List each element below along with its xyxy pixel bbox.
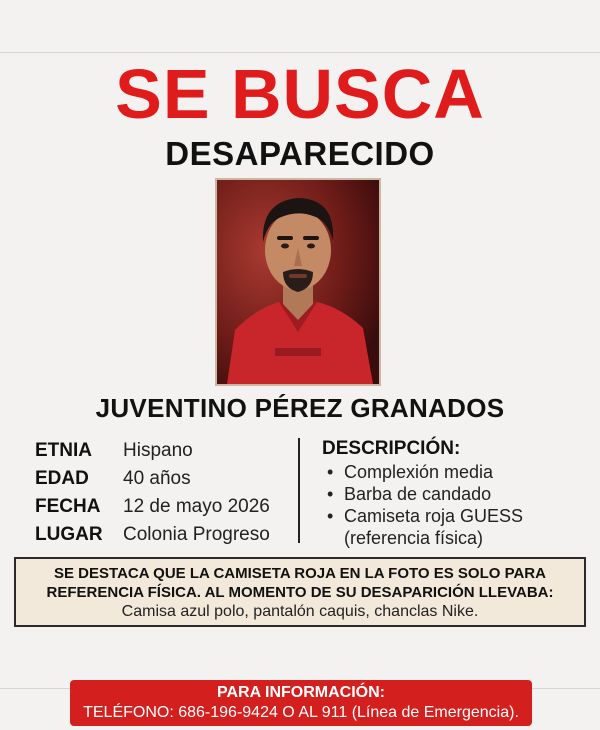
description-item: Camiseta roja GUESS <box>344 506 524 526</box>
person-photo <box>215 178 381 386</box>
top-rule <box>0 52 600 53</box>
description-section <box>322 437 592 549</box>
fact-label: LUGAR <box>35 524 103 545</box>
fact-value: Hispano <box>123 440 193 461</box>
fact-label: ETNIA <box>35 440 92 461</box>
fact-row-etnia <box>35 437 270 465</box>
facts-list <box>35 437 270 549</box>
list-item <box>322 505 592 527</box>
fact-row-fecha <box>35 493 270 521</box>
fact-value: 40 años <box>123 468 191 489</box>
contact-info-bar <box>70 680 532 726</box>
description-item: Barba de candado <box>344 484 492 504</box>
info-phone: TELÉFONO: 686-196-9424 O AL 911 (Línea de Emergencia). <box>83 704 519 721</box>
fact-label: FECHA <box>35 496 101 517</box>
fact-row-lugar <box>35 521 270 549</box>
poster-title: SE BUSCA <box>115 55 485 133</box>
clothing-notice-box <box>14 557 586 627</box>
list-item <box>322 527 592 549</box>
description-list <box>322 461 592 549</box>
bullet-icon: • <box>327 484 334 504</box>
description-item: (referencia física) <box>344 528 484 548</box>
poster-subtitle: DESAPARECIDO <box>165 135 435 172</box>
fact-row-edad <box>35 465 270 493</box>
fact-value: Colonia Progreso <box>123 524 270 545</box>
bullet-icon: • <box>327 462 334 482</box>
fact-value: 12 de mayo 2026 <box>123 496 270 517</box>
notice-line-2: REFERENCIA FÍSICA. AL MOMENTO DE SU DESAPARICIÓN LLEVABA: <box>46 584 554 601</box>
fact-label: EDAD <box>35 468 89 489</box>
notice-line-3: Camisa azul polo, pantalón caquis, chanclas Nike. <box>121 603 479 620</box>
description-title: DESCRIPCIÓN: <box>322 438 461 459</box>
column-divider <box>298 438 300 543</box>
info-title: PARA INFORMACIÓN: <box>217 684 385 701</box>
list-item <box>322 461 592 483</box>
description-item: Complexión media <box>344 462 494 482</box>
person-portrait-image <box>217 180 379 384</box>
person-name: JUVENTINO PÉREZ GRANADOS <box>95 393 505 423</box>
notice-line-1: SE DESTACA QUE LA CAMISETA ROJA EN LA FOTO ES SOLO PARA <box>54 565 546 582</box>
list-item <box>322 483 592 505</box>
bullet-icon: • <box>327 506 334 526</box>
